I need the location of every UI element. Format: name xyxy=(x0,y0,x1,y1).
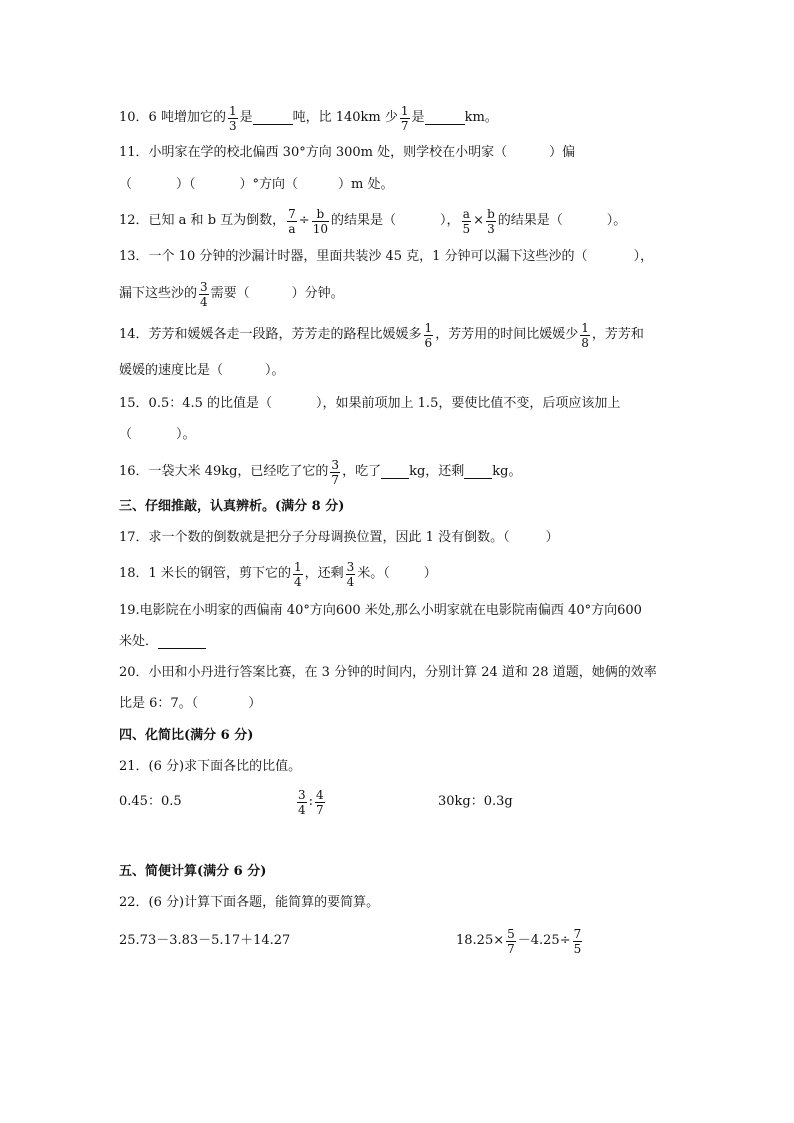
q11b-text-c: ）°方向（ xyxy=(239,177,299,192)
q22-f2-num: 7 xyxy=(573,926,582,941)
q21-colon: : xyxy=(308,794,314,809)
q14-f2-num: 1 xyxy=(581,320,589,335)
q15b-text-b: ）。 xyxy=(176,427,196,442)
q16-fraction xyxy=(330,458,340,487)
q13-text-b: ）， xyxy=(633,249,654,264)
q13-f-den: 4 xyxy=(200,294,208,309)
q21-fraction-2 xyxy=(315,788,325,817)
q18-text-a: 18．1 米长的钢管，剪下它的 xyxy=(119,566,291,581)
q11b-text-d: ）m 处。 xyxy=(338,177,394,192)
question-13-line-2 xyxy=(119,277,344,311)
q12-text-c: ）， xyxy=(440,213,460,228)
q19-blank[interactable] xyxy=(158,636,206,649)
q13-text-a: 13．一个 10 分钟的沙漏计时器，里面共装沙 45 克，1 分钟可以漏下这些沙的（ xyxy=(119,249,588,264)
q12-f4-num: b xyxy=(487,206,495,221)
q12-f1-den: a xyxy=(288,221,296,236)
q22-item-2 xyxy=(456,927,584,956)
section-4-heading: 四、化简比(满分 6 分) xyxy=(119,728,254,743)
question-13 xyxy=(119,240,653,274)
q18-text-d: ） xyxy=(423,566,437,581)
q20b-text-b: ） xyxy=(248,696,262,711)
question-14 xyxy=(119,318,644,352)
q20b-text-a: 比是 6：7。（ xyxy=(119,696,199,711)
q22-f1-den: 7 xyxy=(507,941,515,956)
q21-f2-den: 7 xyxy=(316,802,324,817)
q16-text-d: kg。 xyxy=(492,464,522,479)
q14-fraction-2 xyxy=(580,321,590,350)
q21-text-a: 21．(6 分)求下面各比的比值。 xyxy=(119,759,302,774)
question-15-line-2 xyxy=(119,418,196,452)
question-22 xyxy=(119,886,379,920)
q15b-text-a: （ xyxy=(119,427,133,442)
q14-fraction-1 xyxy=(424,321,434,350)
q13b-text-a: 漏下这些沙的 xyxy=(119,286,198,301)
q12-fraction-1 xyxy=(287,207,297,236)
question-11 xyxy=(119,136,575,170)
q22-item-1: 25.73－3.83－5.17＋14.27 xyxy=(119,933,291,948)
q10-text-e: km。 xyxy=(464,110,498,125)
question-14-line-2 xyxy=(119,354,285,388)
q10-blank-2[interactable] xyxy=(425,112,465,125)
q16-text-a: 16．一袋大米 49kg，已经吃了它的 xyxy=(119,464,329,479)
q21-f1-den: 4 xyxy=(298,802,306,817)
q12-divide-sign: ÷ xyxy=(298,213,310,228)
question-11-line-2 xyxy=(119,168,394,202)
question-22-items xyxy=(119,924,679,958)
q21-f1-num: 3 xyxy=(298,787,306,802)
q21-item-2 xyxy=(295,788,327,817)
q16-blank-1[interactable] xyxy=(381,466,409,479)
q12-f1-num: 7 xyxy=(288,206,296,221)
q16-text-b: ，吃了 xyxy=(342,464,382,479)
q13b-text-c: ）分钟。 xyxy=(291,286,344,301)
q12-times-sign: × xyxy=(473,213,485,228)
q12-fraction-3 xyxy=(462,207,472,236)
q13-fraction xyxy=(199,280,209,309)
question-17 xyxy=(119,521,559,555)
question-19-line-2 xyxy=(119,625,206,659)
q12-f2-num: b xyxy=(316,206,325,221)
q14-text-a: 14．芳芳和媛媛各走一段路，芳芳走的路程比媛媛多 xyxy=(119,327,422,342)
q16-blank-2[interactable] xyxy=(464,466,492,479)
q12-f4-den: 3 xyxy=(487,221,495,236)
q12-f3-den: 5 xyxy=(462,221,471,236)
q14-text-b: ，芳芳用的时间比媛媛少 xyxy=(435,327,579,342)
q13-f-num: 3 xyxy=(200,279,208,294)
question-10 xyxy=(119,101,498,135)
q22-f1-num: 5 xyxy=(507,926,515,941)
q12-text-a: 12．已知 a 和 b 互为倒数， xyxy=(119,213,286,228)
question-19 xyxy=(119,594,642,628)
q12-fraction-2 xyxy=(312,207,329,236)
q18-f2-num: 3 xyxy=(346,559,355,574)
question-21 xyxy=(119,750,301,784)
section-5-heading: 五、简便计算(满分 6 分) xyxy=(119,864,267,879)
q22-f2-den: 5 xyxy=(573,941,582,956)
q22-text-a: 22．(6 分)计算下面各题，能简算的要简算。 xyxy=(119,895,380,910)
q16-text-c: kg，还剩 xyxy=(409,464,465,479)
question-21-items xyxy=(119,785,679,819)
q18-f1-num: 1 xyxy=(293,559,302,574)
question-16 xyxy=(119,455,521,489)
q10-text-d: 是 xyxy=(411,110,425,125)
q14-f2-den: 8 xyxy=(581,335,589,350)
question-20-line-2 xyxy=(119,687,261,721)
q21-f2-num: 4 xyxy=(316,787,324,802)
q17-text-a: 17．求一个数的倒数就是把分子分母调换位置，因此 1 没有倒数。（ xyxy=(119,530,510,545)
q12-text-e: ）。 xyxy=(606,213,627,228)
q21-item-3: 30kg：0.3g xyxy=(438,794,513,809)
q14-f1-num: 1 xyxy=(424,320,433,335)
q16-f-den: 7 xyxy=(331,472,340,487)
q15-text-b: ），如果前项加上 1.5，要使比值不变，后项应该加上 xyxy=(316,396,621,411)
section-3-heading: 三、仔细推敲，认真辨析。(满分 8 分) xyxy=(119,499,345,514)
q13b-text-b: 需要（ xyxy=(210,286,250,301)
q10-f2-num: 1 xyxy=(400,103,409,118)
q18-fraction-2 xyxy=(346,560,356,589)
q17-text-b: ） xyxy=(545,530,559,545)
q10-fraction-1 xyxy=(228,104,238,133)
q22-text-a2: 18.25× xyxy=(456,933,505,948)
q18-fraction-1 xyxy=(293,560,303,589)
q11b-text-a: （ xyxy=(119,177,133,192)
q22-text-b2: －4.25÷ xyxy=(517,933,571,948)
q18-f1-den: 4 xyxy=(293,574,302,589)
q12-fraction-4 xyxy=(486,207,496,236)
q19-text-a: 19.电影院在小明家的西偏南 40°方向600 米处,那么小明家就在电影院南偏西 40°方向600 xyxy=(119,603,642,618)
q12-text-b: 的结果是（ xyxy=(330,213,396,228)
q10-f1-den: 3 xyxy=(228,118,237,133)
q22-fraction-1 xyxy=(506,927,516,956)
q11b-text-b: ）（ xyxy=(176,177,196,192)
q12-f3-num: a xyxy=(462,206,470,221)
question-12 xyxy=(119,204,626,238)
q19b-text-a: 米处． xyxy=(119,634,159,649)
q11-text-a: 11．小明家在学的校北偏西 30°方向 300m 处，则学校在小明家（ xyxy=(119,145,508,160)
q10-fraction-2 xyxy=(400,104,410,133)
q16-f-num: 3 xyxy=(331,457,340,472)
q21-item-1: 0.45：0.5 xyxy=(119,794,182,809)
q10-f2-den: 7 xyxy=(400,118,409,133)
q11-text-b: ）偏 xyxy=(549,145,576,160)
q10-f1-num: 1 xyxy=(228,103,237,118)
question-18 xyxy=(119,557,437,591)
q15-text-a: 15．0.5：4.5 的比值是（ xyxy=(119,396,273,411)
q10-blank-1[interactable] xyxy=(253,112,293,125)
q22-fraction-2 xyxy=(573,927,583,956)
question-15 xyxy=(119,387,620,421)
q14-f1-den: 6 xyxy=(424,335,433,350)
q18-text-b: ，还剩 xyxy=(304,566,344,581)
q14b-text-a: 媛媛的速度比是（ xyxy=(119,363,224,378)
q12-f2-den: 10 xyxy=(312,221,328,236)
q10-text-a: 10．6 吨增加它的 xyxy=(119,110,226,125)
q12-text-d: 的结果是（ xyxy=(497,213,563,228)
q14-text-c: ，芳芳和 xyxy=(591,327,644,342)
q21-fraction-1 xyxy=(297,788,307,817)
q20-text-a: 20．小田和小丹进行答案比赛，在 3 分钟的时间内，分别计算 24 道和 28 道题，她俩的效率 xyxy=(119,665,657,680)
q18-f2-den: 4 xyxy=(346,574,355,589)
q18-text-c: 米。（ xyxy=(357,566,390,581)
q14b-text-b: ）。 xyxy=(265,363,285,378)
q10-text-c: 吨，比 140km 少 xyxy=(292,110,398,125)
question-20 xyxy=(119,656,657,690)
q10-text-b: 是 xyxy=(239,110,253,125)
